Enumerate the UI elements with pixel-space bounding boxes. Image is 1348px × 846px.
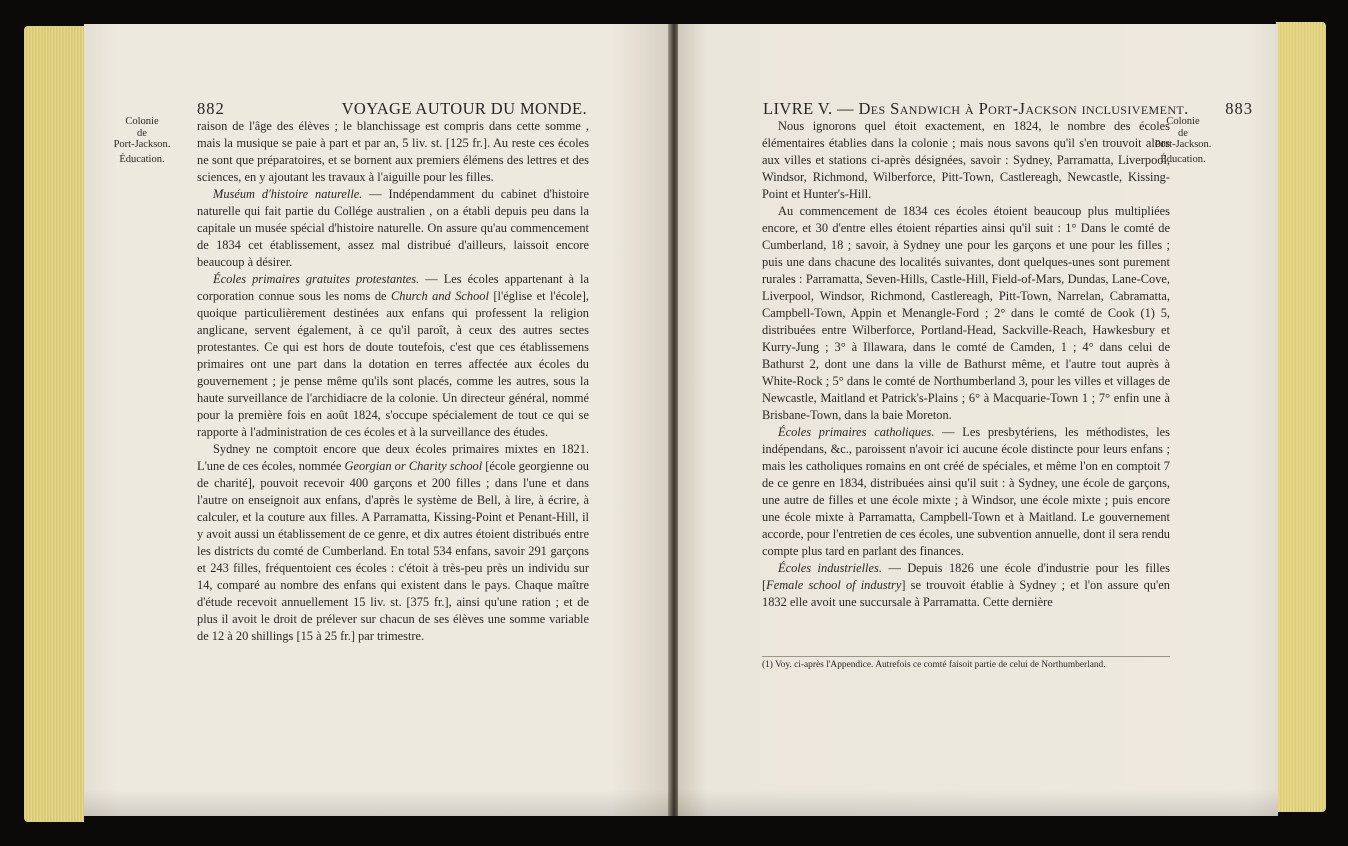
paragraph-sydney-schools: [197, 441, 589, 645]
paragraph-text: — Depuis 1826 une école d'industrie pour les filles [: [762, 561, 1170, 592]
section-heading: Muséum d'histoire naturelle.: [213, 187, 363, 201]
section-heading: Écoles primaires catholiques.: [778, 425, 935, 439]
section-heading: Écoles primaires gratuites protestantes.: [213, 272, 420, 286]
paragraph-text: [école georgienne ou de charité], pouvoit recevoir 400 garçons et 200 filles ; dans l'une et dans l'autre on enseignoit aux enfans, d'après le système de Bell, à lire, à écrire, à calculer, et la couture aux filles. A Parramatta, Kissing-Point et Penant-Hill, il y avoit aussi un établissement de ce genre, et dix autres étoient distribués entre les districts du comté de Cumberland. En total 534 enfans, savoir 291 garçons et 243 filles, fréquentoient ces écoles : c'étoit à très-peu près un individu sur 14, comparé au nombre des enfans qui existent dans le pays. Chaque maître d'étude recevoit annuellement 15 liv. st. [375 fr.], ainsi qu'une ration ; et de plus il avoit le droit de prélever sur chacun de ses élèves une somme variable de 12 à 20 shillings [15 à 25 fr.] par trimestre.: [197, 459, 589, 643]
italic-term: Female school of industry: [766, 578, 902, 592]
italic-term: Georgian or Charity school: [344, 459, 483, 473]
paragraph-text: — Indépendamment du cabinet d'histoire naturelle qui fait partie du Collége australien , on a établi depuis peu dans la capitale un musée spécial d'histoire naturelle. On assure qu'au commencement de 1834 cet établissement, assez mal distribué d'ailleurs, laissoit encore beaucoup à désirer.: [197, 187, 590, 269]
right-page: [678, 24, 1278, 816]
margin-note-de: de: [1178, 127, 1188, 139]
paragraph: Nous ignorons quel étoit exactement, en 1824, le nombre des écoles élémentaires établies dans la colonie ; mais nous savons qu'il s'en trouvoit alors aux villes et stations ci-après désignées, savoir : Sydney, Parramatta, Liverpool, Windsor, Richmond, Wilberforce, Pitt-Town, Castlereagh, Newcastle, Kissing-Point et Hunter's-Hill.: [762, 119, 1170, 201]
paragraph: Au commencement de 1834 ces écoles étoient beaucoup plus multipliées encore, et 30 d'entre elles étoient réparties ainsi qu'il suit : 1° Dans le comté de Cumberland, 18 ; savoir, à Sydney une pour les garçons et une pour les filles ; puis une dans chacune des localités suivantes, dont quelques-unes sont purement rurales : Parramatta, Seven-Hills, Castle-Hill, Field-of-Mars, Dundas, Lane-Cove, Liverpool, Windsor, Richmond, Castlereagh, Pitt-Town, Narrelan, Cabramatta, Campbell-Town, Appin et Menangle-Ford ; 2° dans le comté de Cook (1) 5, distribuées entre Wilberforce, Portland-Head, Sackville-Reach, Hawkesbury et Kurry-Jung ; 3° à Illawara, dans le comté de Camden, 1 ; 4° dans celui de Bathurst 2, dont une dans la ville de Bathurst même, et l'autre tout auprès à White-Rock ; 5° dans le comté de Northumberland 3, pour les villes et villages de Newcastle, Maitland et Patrick's-Plains ; 6° à Macquarie-Town 1 ; 7° enfin une à Brisbane-Town, dans la baie Moreton.: [762, 204, 1170, 422]
left-running-title: VOYAGE AUTOUR DU MONDE.: [341, 99, 587, 118]
left-body-text: [197, 118, 589, 645]
margin-note-de: de: [137, 127, 147, 139]
paragraph-museum: [197, 186, 589, 271]
right-page-number: 883: [1225, 99, 1253, 118]
page-edges-right: [1276, 22, 1326, 812]
paragraph-text: ] se trouvoit établie à Sydney ; et l'on assure qu'en 1832 elle avoit une succursale à Parramatta. Cette dernière: [762, 578, 1170, 609]
margin-note-port-jackson: Port-Jackson.: [113, 139, 171, 150]
margin-note-port-jackson: Port-Jackson.: [1154, 139, 1212, 150]
paragraph-text: Sydney ne comptoit encore que deux écoles primaires mixtes en 1821. L'une de ces écoles, nommée: [197, 442, 589, 473]
left-margin-note: [112, 116, 172, 165]
margin-note-education: Éducation.: [119, 153, 165, 165]
margin-note-education: Éducation.: [1160, 153, 1206, 165]
left-page: [84, 24, 670, 816]
left-page-number: 882: [197, 99, 225, 118]
page-edges-left: [24, 26, 84, 822]
running-title-book: LIVRE V. —: [763, 99, 859, 118]
italic-term: Church and School: [391, 289, 489, 303]
paragraph: raison de l'âge des élèves ; le blanchissage est compris dans cette somme , mais la musique se paie à part et par an, 5 liv. st. [125 fr.]. Au reste ces écoles ne sont que préparatoires, et se bornent aux premiers élémens des lettres et des sciences, en y ajoutant les travaux à l'aiguille pour les filles.: [197, 119, 589, 184]
right-body-text: [762, 118, 1170, 611]
margin-note-colonie: Colonie: [1166, 116, 1200, 127]
section-heading: Écoles industrielles.: [778, 561, 882, 575]
running-title-section: Des Sandwich à Port-Jackson inclusivement.: [858, 99, 1189, 118]
margin-note-colonie: Colonie: [125, 116, 159, 127]
paragraph-text: [l'église et l'école], quoique particulièrement destinées aux enfans qui professent la religion anglicane, servent également, à ce qu'il paroît, à ceux des autres sectes protestantes. Ce qui est hors de doute toutefois, c'est que ces établissemens primaires ont une part dans la dotation en terres affectée aux écoles du gouvernement ; je pense même qu'ils sont placés, comme les autres, sous la haute surveillance de l'archidiacre de la colonie. Un directeur général, nommé pour la première fois en août 1824, s'occupe spécialement de tout ce qui se rapporte à l'administration de ces écoles et à la surveillance des études.: [197, 289, 590, 439]
paragraph-industrial-schools: [762, 560, 1170, 611]
paragraph-protestant-schools: [197, 271, 589, 441]
paragraph-catholic-schools: [762, 424, 1170, 560]
paragraph-text: — Les écoles appartenant à la corporation connue sous les noms de: [197, 272, 590, 303]
paragraph-text: — Les presbytériens, les méthodistes, les indépendans, &c., paroissent n'avoir ici aucune école distincte pour leurs enfans ; mais les catholiques romains en ont créé de spéciales, et même l'on en comptoit 7 de ce genre en 1834, distribuées ainsi qu'il suit : à Sydney, une école de garçons, une autre de filles et une école mixte ; à Windsor, une école mixte ; puis encore une école mixte à Parramatta, Campbell-Town et à Maitland. Le gouvernement accorde, pour l'entretien de ces écoles, une subvention annuelle, dont il sera rendu compte plus tard en parlant des finances.: [762, 425, 1170, 558]
footnote: (1) Voy. ci-après l'Appendice. Autrefois ce comté faisoit partie de celui de Northumberland.: [762, 656, 1170, 671]
